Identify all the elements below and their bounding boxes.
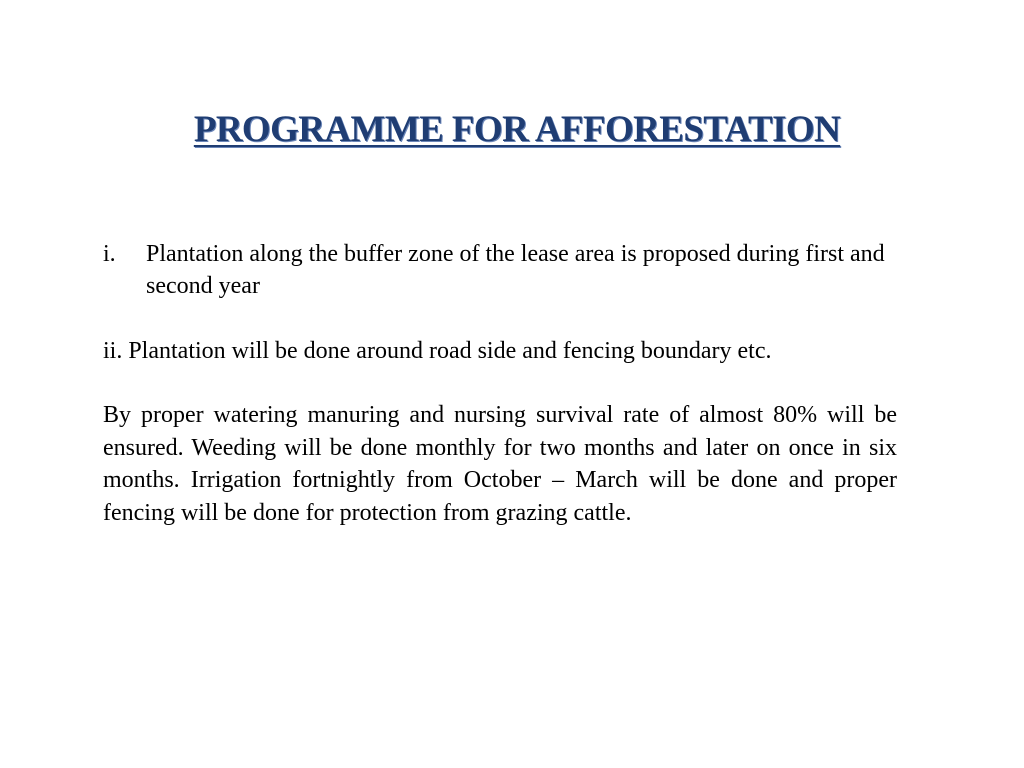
list-item-text: Plantation along the buffer zone of the lease area is proposed during first and second year <box>146 241 885 299</box>
list-marker: i. <box>103 241 116 267</box>
body-paragraph: By proper watering manuring and nursing survival rate of almost 80% will be ensured. Weeding will be done monthly for two months and later on once in six months. Irrigation fortnightly from October – March will be done and proper fencing will be done for protection from grazing cattle. <box>103 402 897 526</box>
list-item-i <box>103 238 893 302</box>
list-item-ii: ii. Plantation will be done around road side and fencing boundary etc. <box>103 338 772 364</box>
page-title: PROGRAMME FOR AFFORESTATION <box>193 109 841 150</box>
